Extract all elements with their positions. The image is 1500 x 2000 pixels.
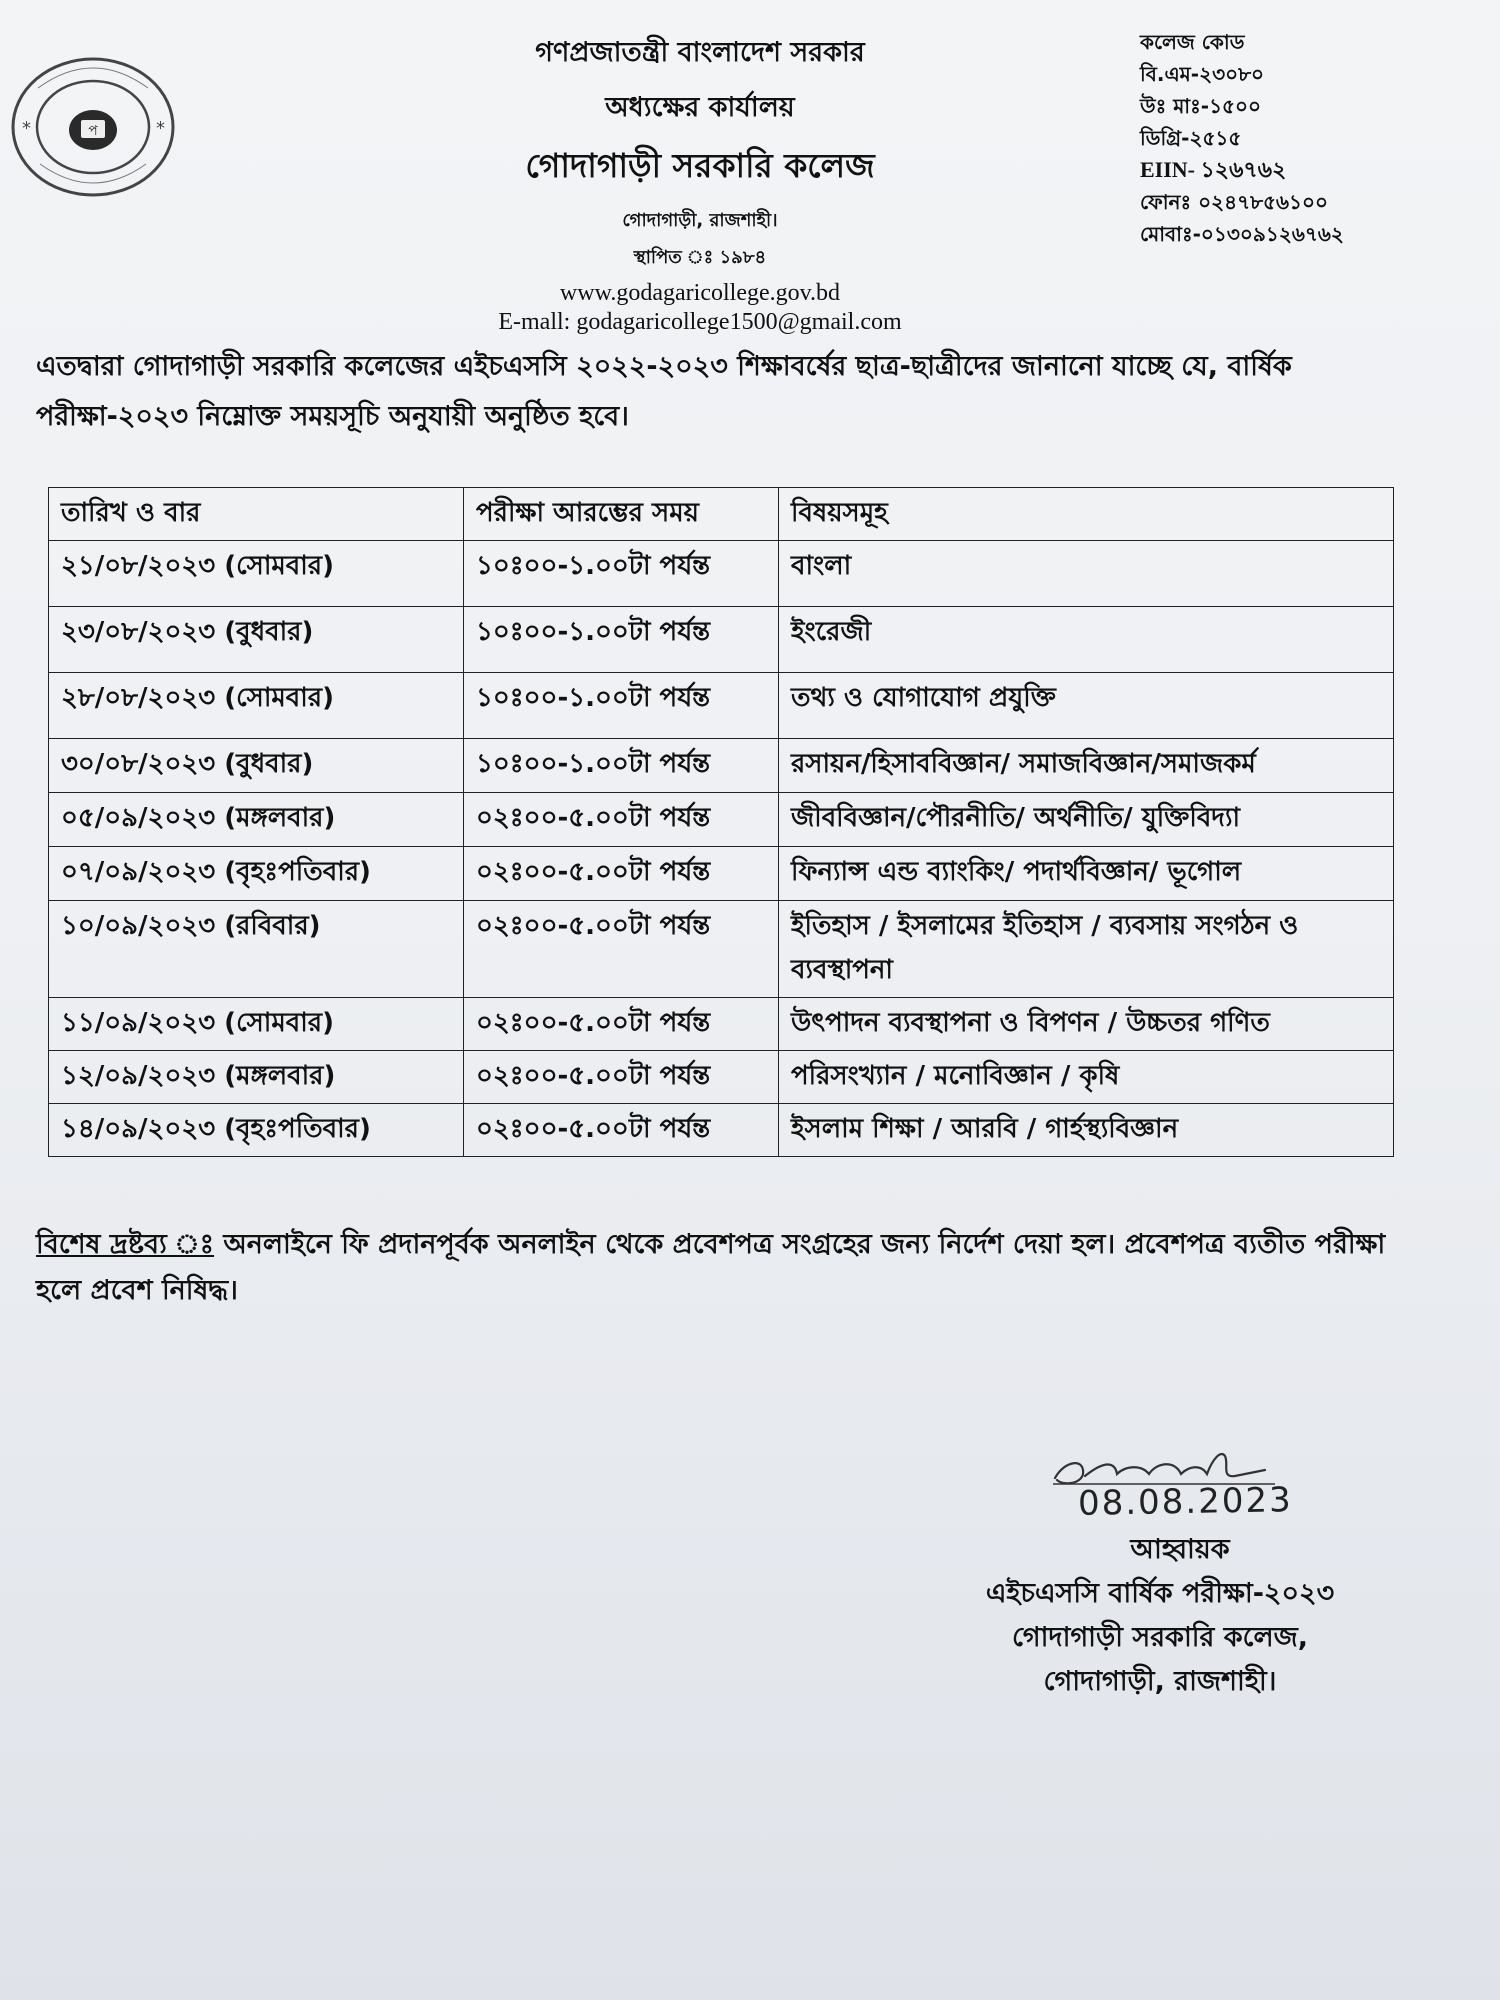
government-title: গণপ্রজাতন্ত্রী বাংলাদেশ সরকার — [535, 37, 865, 68]
svg-text:প: প — [88, 123, 98, 139]
row-subject: ইসলাম শিক্ষা / আরবি / গার্হস্থ্যবিজ্ঞান — [779, 1104, 1394, 1157]
table-row — [49, 847, 1394, 901]
code-mobile: মোবাঃ-০১৩০৯১২৬৭৬২ — [1140, 222, 1344, 246]
row-time: ১০ঃ০০-১.০০টা পর্যন্ত — [464, 739, 779, 793]
row-date: ২৮/০৮/২০২৩ (সোমবার) — [49, 673, 464, 739]
row-date: ২৩/০৮/২০২৩ (বুধবার) — [49, 607, 464, 673]
row-time: ১০ঃ০০-১.০০টা পর্যন্ত — [464, 541, 779, 607]
letterhead — [440, 28, 960, 336]
college-codes — [1140, 26, 1480, 250]
signatory-college: গোদাগাড়ী সরকারি কলেজ, — [1011, 1622, 1309, 1653]
row-date: ১১/০৯/২০২৩ (সোমবার) — [49, 998, 464, 1051]
special-note-label: বিশেষ দ্রষ্টব্য ঃ — [36, 1229, 215, 1260]
row-subject: রসায়ন/হিসাববিজ্ঞান/ সমাজবিজ্ঞান/সমাজকর্ম — [779, 739, 1394, 793]
row-time: ০২ঃ০০-৫.০০টা পর্যন্ত — [464, 998, 779, 1051]
row-time: ০২ঃ০০-৫.০০টা পর্যন্ত — [464, 1051, 779, 1104]
table-row — [49, 673, 1394, 739]
row-subject: বাংলা — [779, 541, 1394, 607]
code-eiin: EIIN- ১২৬৭৬২ — [1140, 157, 1287, 182]
college-name: গোদাগাড়ী সরকারি কলেজ — [525, 146, 875, 185]
row-time: ১০ঃ০০-১.০০টা পর্যন্ত — [464, 673, 779, 739]
row-subject: পরিসংখ্যান / মনোবিজ্ঞান / কৃষি — [779, 1051, 1394, 1104]
table-row — [49, 1104, 1394, 1157]
row-date: ৩০/০৮/২০২৩ (বুধবার) — [49, 739, 464, 793]
row-time: ০২ঃ০০-৫.০০টা পর্যন্ত — [464, 847, 779, 901]
row-date: ১৪/০৯/২০২৩ (বৃহঃপতিবার) — [49, 1104, 464, 1157]
table-header-row — [49, 488, 1394, 541]
row-date: ০৫/০৯/২০২৩ (মঙ্গলবার) — [49, 793, 464, 847]
code-hsc: উঃ মাঃ-১৫০০ — [1140, 94, 1262, 118]
signature-date: 08.08.2023 — [1077, 1480, 1294, 1524]
row-time: ০২ঃ০০-৫.০০টা পর্যন্ত — [464, 793, 779, 847]
college-location: গোদাগাড়ী, রাজশাহী। — [622, 210, 778, 231]
table-row — [49, 739, 1394, 793]
row-date: ০৭/০৯/২০২৩ (বৃহঃপতিবার) — [49, 847, 464, 901]
code-phone: ফোনঃ ০২৪৭৮৫৬১০০ — [1140, 190, 1329, 214]
row-subject: ইংরেজী — [779, 607, 1394, 673]
row-subject: উৎপাদন ব্যবস্থাপনা ও বিপণন / উচ্চতর গণিত — [779, 998, 1394, 1051]
svg-text:*: * — [22, 118, 31, 139]
header-date: তারিখ ও বার — [49, 488, 464, 541]
header-time: পরীক্ষা আরম্ভের সময় — [464, 488, 779, 541]
exam-schedule-table — [48, 487, 1394, 1157]
signatory-place: গোদাগাড়ী, রাজশাহী। — [1043, 1666, 1277, 1697]
table-row — [49, 998, 1394, 1051]
svg-text:*: * — [156, 118, 165, 139]
table-row — [49, 793, 1394, 847]
college-seal — [8, 52, 178, 202]
row-time: ০২ঃ০০-৫.০০টা পর্যন্ত — [464, 1104, 779, 1157]
row-subject: তথ্য ও যোগাযোগ প্রযুক্তি — [779, 673, 1394, 739]
header-subjects: বিষয়সমূহ — [779, 488, 1394, 541]
table-row — [49, 1051, 1394, 1104]
signatory-committee: এইচএসসি বার্ষিক পরীক্ষা-২০২৩ — [985, 1578, 1335, 1609]
office-title: অধ্যক্ষের কার্যালয় — [605, 92, 795, 123]
signature-block — [930, 1528, 1390, 1704]
row-time: ০২ঃ০০-৫.০০টা পর্যন্ত — [464, 901, 779, 998]
code-degree: ডিগ্রি-২৫১৫ — [1140, 126, 1242, 150]
established-year: স্থাপিত ঃ ১৯৮৪ — [633, 247, 767, 268]
special-note — [36, 1222, 1416, 1314]
notice-intro: এতদ্বারা গোদাগাড়ী সরকারি কলেজের এইচএসসি ২০২২-২০২৩ শিক্ষাবর্ষের ছাত্র-ছাত্রীদের জানানো যাচ্ছে যে, বার্ষিক পরীক্ষা-২০২৩ নিম্নোক্ত সময়সূচি অনুযায়ী অনুষ্ঠিত হবে। — [36, 351, 1292, 432]
row-subject: জীববিজ্ঞান/পৌরনীতি/ অর্থনীতি/ যুক্তিবিদ্যা — [779, 793, 1394, 847]
website-link[interactable]: www.godagaricollege.gov.bd — [559, 280, 841, 306]
row-subject: ফিন্যান্স এন্ড ব্যাংকিং/ পদার্থবিজ্ঞান/ ভূগোল — [779, 847, 1394, 901]
special-note-text: অনলাইনে ফি প্রদানপূর্বক অনলাইন থেকে প্রবেশপত্র সংগ্রহের জন্য নির্দেশ দেয়া হল। প্রবেশপত্র ব্যতীত পরীক্ষা হলে প্রবেশ নিষিদ্ধ। — [36, 1229, 1386, 1306]
row-date: ২১/০৮/২০২৩ (সোমবার) — [49, 541, 464, 607]
table-row — [49, 901, 1394, 998]
row-time: ১০ঃ০০-১.০০টা পর্যন্ত — [464, 607, 779, 673]
table-row — [49, 607, 1394, 673]
table-row — [49, 541, 1394, 607]
row-date: ১২/০৯/২০২৩ (মঙ্গলবার) — [49, 1051, 464, 1104]
codes-title: কলেজ কোড — [1140, 30, 1245, 54]
code-bm: বি.এম-২৩০৮০ — [1140, 62, 1265, 86]
row-subject: ইতিহাস / ইসলামের ইতিহাস / ব্যবসায় সংগঠন ও ব্যবস্থাপনা — [779, 901, 1394, 998]
signatory-role: আহ্বায়ক — [1130, 1534, 1230, 1565]
row-date: ১০/০৯/২০২৩ (রবিবার) — [49, 901, 464, 998]
email-address[interactable]: E-mall: godagaricollege1500@gmail.com — [498, 309, 902, 335]
seal-emblem-icon — [8, 52, 178, 202]
